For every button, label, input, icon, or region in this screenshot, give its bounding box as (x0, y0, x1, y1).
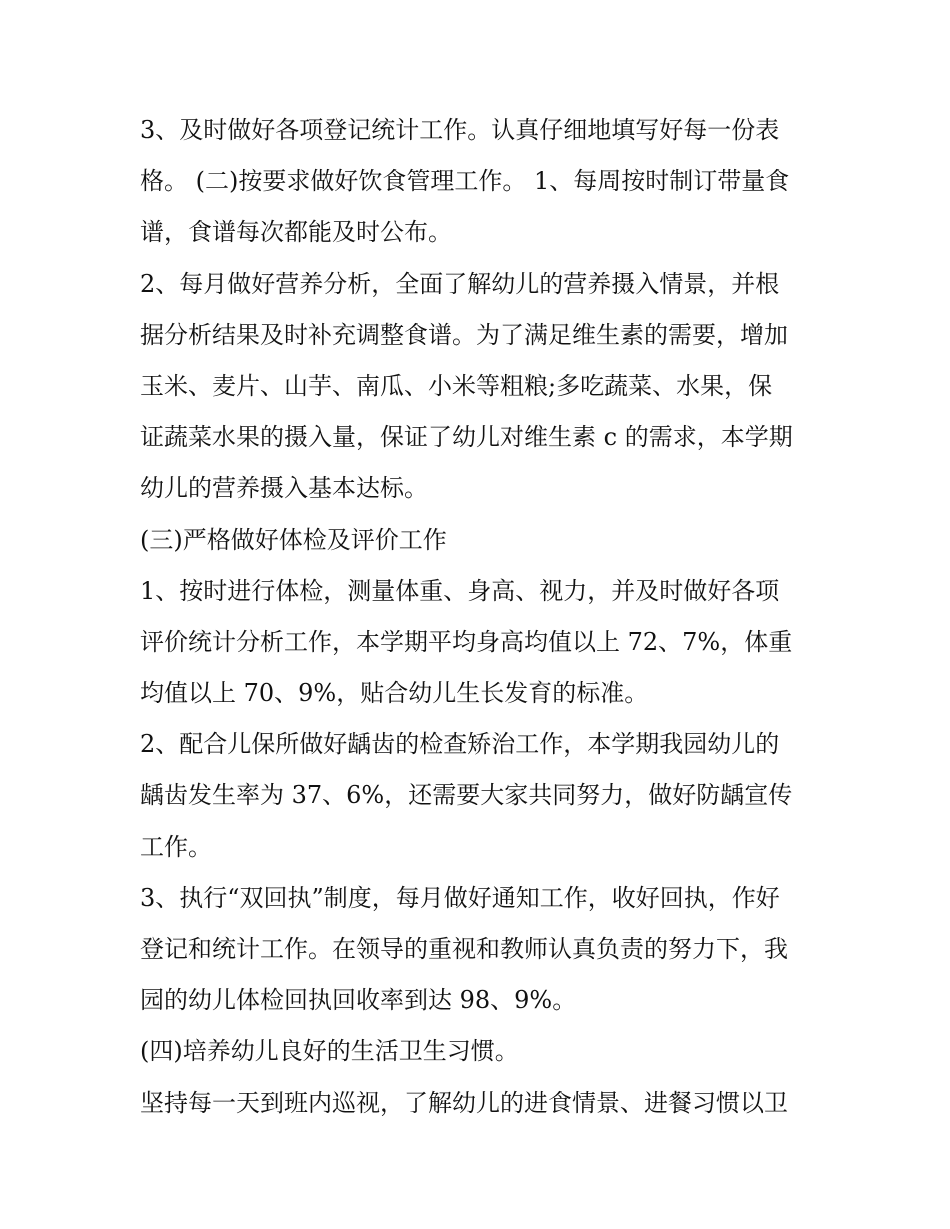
text-line: 2、每月做好营养分析，全面了解幼儿的营养摄入情景，并根 (140, 269, 780, 298)
text-line: 2、配合儿保所做好龋齿的检查矫治工作，本学期我园幼儿的 (140, 730, 780, 759)
text-line: 登记和统计工作。在领导的重视和教师认真负责的努力下，我 (140, 935, 788, 963)
text-line: 幼儿的营养摄入基本达标。 (140, 474, 428, 503)
text-line: 评价统计分析工作，本学期平均身高均值以上 72、7%，体重 (140, 627, 793, 656)
text-line: 3、执行“双回执”制度，每月做好通知工作，收好回执，作好 (140, 883, 780, 912)
text-line: 谱，食谱每次都能及时公布。 (140, 218, 452, 247)
text-line: 证蔬菜水果的摄入量，保证了幼儿对维生素 c 的需求，本学期 (140, 423, 793, 452)
text-line: 坚持每一天到班内巡视，了解幼儿的进食情景、进餐习惯以卫 (140, 1088, 788, 1117)
document-body (140, 105, 820, 1129)
text-line: 均值以上 70、9%，贴合幼儿生长发育的标准。 (140, 679, 649, 708)
text-line: 玉米、麦片、山芋、南瓜、小米等粗粮;多吃蔬菜、水果，保 (140, 371, 773, 400)
text-line: 龋齿发生率为 37、6%，还需要大家共同努力，做好防龋宣传 (140, 781, 793, 810)
text-line: 园的幼儿体检回执回收率到达 98、9%。 (140, 986, 577, 1015)
text-line: 格。 (二)按要求做好饮食管理工作。 1、每周按时制订带量食 (140, 167, 790, 196)
text-line: 3、及时做好各项登记统计工作。认真仔细地填写好每一份表 (140, 116, 780, 144)
text-line: 1、按时进行体检，测量体重、身高、视力，并及时做好各项 (140, 576, 780, 605)
section-heading: (三)严格做好体检及评价工作 (140, 525, 447, 554)
text-line: 据分析结果及时补充调整食谱。为了满足维生素的需要，增加 (140, 320, 788, 349)
text-line: 工作。 (140, 832, 212, 861)
section-heading: (四)培养幼儿良好的生活卫生习惯。 (140, 1037, 519, 1066)
